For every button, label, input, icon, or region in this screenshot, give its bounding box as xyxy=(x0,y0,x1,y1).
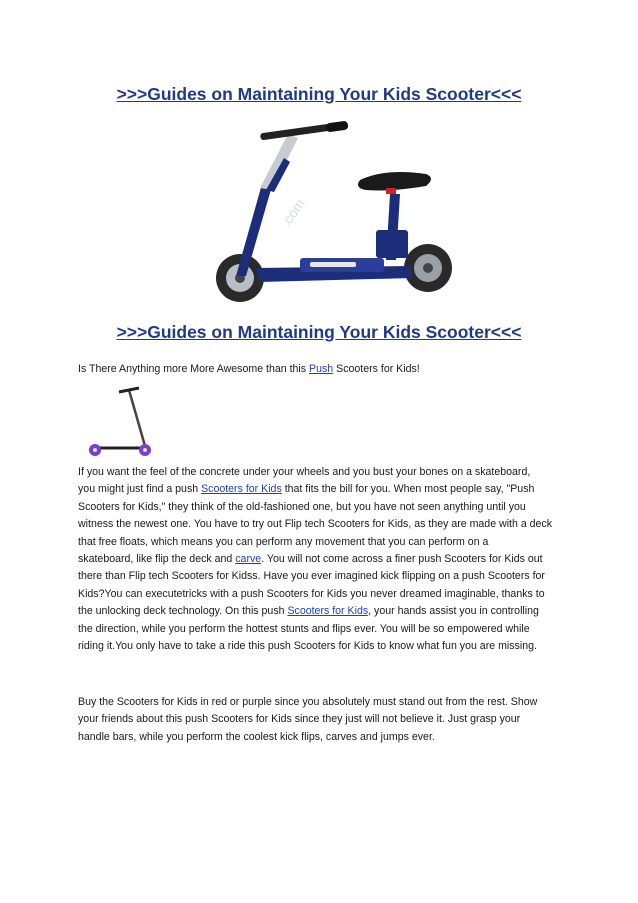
text-segment: that fits the bill for you. When most people say, "Push xyxy=(281,483,535,496)
text-line xyxy=(78,481,568,498)
text-line: there than Flip tech Scooters for Kidss. Have you ever imagined kick flipping on a push Scooters for xyxy=(78,570,545,583)
intro-text xyxy=(78,363,420,375)
text-line: the direction, while you perform the hottest stunts and flips ever. You will be so empowered while xyxy=(78,622,530,635)
text-line: If you want the feel of the concrete under your wheels and you bust your bones on a skateboard, xyxy=(78,466,531,478)
intro-before: Is There Anything more More Awesome than this xyxy=(78,363,310,375)
electric-scooter-image xyxy=(200,118,468,308)
text-line: riding it.You only have to take a ride this push Scooters for Kids to know what fun you are missing. xyxy=(78,640,537,653)
text-segment: the unlocking deck technology. On this push xyxy=(78,605,288,618)
text-line: Kids?You can executetricks with a push Scooters for Kids you never dreamed imaginable, thanks to xyxy=(78,587,545,600)
body-paragraph-2 xyxy=(78,694,568,746)
text-segment: . You will not come across a finer push Scooters for Kids out xyxy=(261,553,543,566)
text-line: your friends about this push Scooters for Kids since they just will not believe it. Just grasp your xyxy=(78,713,521,726)
text-line: handle bars, while you perform the coolest kick flips, carves and jumps ever. xyxy=(78,730,435,743)
carve-link[interactable]: carve xyxy=(235,553,262,566)
push-link[interactable]: Push xyxy=(309,363,334,375)
text-segment: , your hands assist you in controlling xyxy=(368,605,539,618)
text-line: witness the newest one. You have to try out Flip tech Scooters for Kids, as they are made with a deck xyxy=(78,518,553,531)
text-line xyxy=(78,603,568,620)
text-segment: you might just find a push xyxy=(78,483,202,496)
scooters-for-kids-link[interactable]: Scooters for Kids xyxy=(201,483,282,496)
text-segment: skateboard, like flip the deck and xyxy=(78,553,236,566)
page-title[interactable]: >>>Guides on Maintaining Your Kids Scooter<<< xyxy=(116,84,522,104)
intro-after: Scooters for Kids! xyxy=(333,363,420,375)
kick-scooter-image xyxy=(83,384,165,460)
svg-text:.com: .com xyxy=(277,195,308,230)
scooters-for-kids-link-2[interactable]: Scooters for Kids xyxy=(287,605,369,618)
text-line: that free floats, which means you can perform any movement that you can perform on a xyxy=(78,535,489,548)
text-line xyxy=(78,551,568,568)
section-heading[interactable]: >>>Guides on Maintaining Your Kids Scooter<<< xyxy=(116,322,522,342)
text-line: Buy the Scooters for Kids in red or purple since you absolutely must stand out from the rest. Show xyxy=(78,696,538,708)
body-paragraph-1 xyxy=(78,464,568,655)
text-line: Scooters for Kids," they think of the old-fashioned one, but you have not seen anything until you xyxy=(78,500,526,513)
